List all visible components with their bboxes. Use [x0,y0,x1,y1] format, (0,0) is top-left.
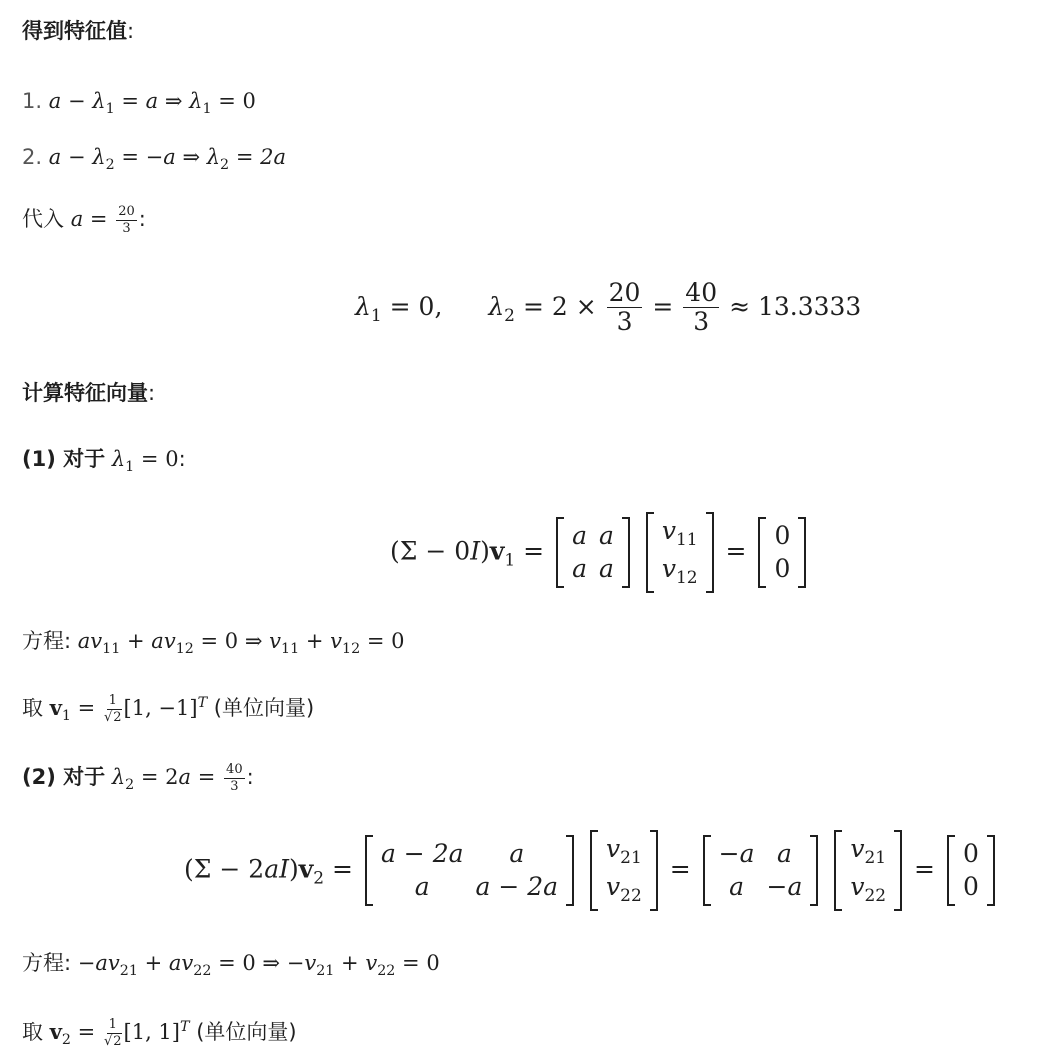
math-op: = [332,854,353,884]
equation-label: 方程: [22,951,72,975]
matrix [703,835,819,906]
take-label: 取 [22,1020,43,1044]
math-sub: 21 [316,963,335,980]
denominator: √2 [103,709,122,725]
heading-colon: : [148,381,156,405]
numerator: 40 [226,761,243,777]
numerator: 40 [685,278,718,307]
math-result: 0 [242,89,256,113]
vector-cell: $v_{22}$ [606,872,642,907]
math-lambda: λ [355,291,371,321]
matrix-cell: −a [766,872,803,902]
math-sub: 1 [504,550,516,571]
math-op: = [121,145,139,169]
fraction [116,205,137,235]
math-vector: v [489,536,505,566]
matrix-cell: a − 2a [475,872,559,902]
math-lambda: λ [206,145,221,169]
vector-cell: $v_{21}$ [850,834,887,868]
math-var: I [470,536,481,566]
equation-label: 方程: [22,629,72,653]
math-op: ⇒ [164,89,183,113]
eigenvalue-item-2 [22,142,286,180]
matrix-cell: a [414,872,430,902]
vector [834,830,902,911]
eigenvalue-item-1 [22,86,256,124]
note: (单位向量) [213,696,315,720]
math-times: 2 × [551,291,597,321]
denominator: 3 [122,220,131,236]
math-lambda: λ [111,447,126,471]
math-value: 0, [418,291,443,321]
zero-vector [947,835,995,906]
math-sub: 11 [281,641,300,658]
case-label: (1) 对于 [22,447,106,471]
math-op: = [77,1020,96,1044]
math-term: av [168,951,194,975]
math-sub: 22 [193,963,212,980]
take-label: 取 [22,696,43,720]
math-op: = 0 [402,951,440,975]
vector [590,830,658,911]
matrix [556,517,630,588]
vector-cell: $v_{21}$ [606,834,642,868]
math-op: − [67,89,86,113]
math-op: = [389,291,411,321]
note: (单位向量) [196,1020,297,1044]
math-sup: T [180,1019,190,1035]
vector-cell: 0 [962,839,979,868]
math-term: −v [286,951,317,975]
math-sub: 2 [105,157,115,174]
matrix-cell: a [572,554,587,584]
math-sub: 2 [61,1032,71,1049]
math-sub: 12 [175,641,194,658]
math-op: + [341,951,359,975]
math-lambda: λ [111,765,126,789]
eigenvalues-heading [22,16,134,46]
math-paren: ) [480,536,490,566]
math-sub: 12 [342,641,361,658]
case-1-equation [390,512,810,593]
math-var: a [48,89,62,113]
matrix-cell: a [598,521,614,550]
denominator: √2 [103,1033,122,1049]
case-1-solve [22,626,405,664]
math-op: + [144,951,163,975]
math-op: + [127,629,145,653]
item-number: 1. [22,89,43,113]
math-op: + [305,629,324,653]
math-sup: T [197,695,208,711]
vector-cell: 0 [962,872,979,902]
math-lambda: λ [189,89,203,113]
matrix-cell: a [598,554,614,584]
math-term: v [330,629,343,653]
math-op: = [197,765,216,789]
substitute-label: 代入 [22,207,64,231]
substitute-line [22,204,146,235]
math-sub: 1 [61,708,71,725]
colon: : [178,447,186,471]
math-sub: 1 [370,305,382,326]
math-value: 0 [165,447,179,471]
item-number: 2. [22,145,43,169]
math-sub: 1 [202,101,212,118]
math-op: = [77,696,96,720]
case-2-header [22,762,254,800]
math-sub: 11 [102,641,121,658]
case-label: (2) 对于 [22,765,106,789]
numerator: 20 [118,203,135,219]
matrix-cell: −a [718,839,755,868]
math-op: = [914,854,935,884]
math-var: aI [264,854,289,884]
math-var: a [70,207,84,231]
denominator: 3 [230,778,239,794]
denominator: 3 [616,307,633,337]
numerator: 20 [608,278,641,307]
math-op: = 0 [366,629,405,653]
case-2-solve [22,948,440,986]
fraction [104,694,122,724]
math-op: = [669,854,691,884]
math-term: −av [77,951,120,975]
math-sub: 1 [125,459,135,476]
math-sub: 2 [504,305,515,326]
case-2-take [22,1012,297,1055]
math-term: av [151,629,176,653]
math-op: = [522,291,544,321]
eigenvalues-display [355,280,861,336]
math-lambda: λ [488,291,505,321]
math-sub: 2 [125,777,135,794]
math-vector: v [49,695,62,720]
math-op: = [218,89,236,113]
numerator: 1 [108,692,117,708]
math-result: 2a [260,145,286,169]
math-op: = [235,145,254,169]
math-op: − [67,145,86,169]
math-vector-literal: [1, −1] [123,696,198,720]
math-op: = [523,536,545,566]
fraction [224,763,245,793]
math-term: av [77,629,103,653]
math-op: = [89,207,108,231]
math-term: v [269,629,281,653]
math-lhs: (Σ − 0 [390,536,471,566]
math-var: a [145,89,159,113]
math-var: a [48,145,62,169]
colon: : [246,765,254,789]
math-vector: v [298,854,314,884]
heading-text: 得到特征值 [22,19,127,43]
fraction [104,1018,122,1048]
eigenvectors-heading [22,378,155,408]
matrix-cell: a [776,839,792,868]
vector-cell: 0 [774,521,791,550]
math-paren: ) [288,854,299,884]
vector [646,512,714,593]
math-var: −a [145,145,176,169]
math-op: = 2 [140,765,179,789]
math-sub: 1 [105,101,115,118]
math-term: v [365,951,378,975]
math-op: = 0 ⇒ [218,951,281,975]
numerator: 1 [108,1016,117,1032]
case-2-equation [184,830,999,911]
matrix-cell: a [509,839,525,868]
math-op: = 0 ⇒ [200,629,263,653]
math-lhs: (Σ − 2 [184,854,265,884]
math-lambda: λ [92,89,106,113]
matrix-cell: a [729,872,745,902]
matrix [365,835,574,906]
heading-text: 计算特征向量 [22,381,148,405]
case-1-header [22,444,186,482]
fraction [683,280,719,336]
math-op: = [652,291,674,321]
math-sub: 2 [313,868,325,889]
math-op: = [140,447,159,471]
math-sub: 22 [377,963,396,980]
vector-cell: 0 [774,554,791,584]
matrix-cell: a [572,521,587,550]
colon: : [138,207,146,231]
sqrt-radicand: 2 [113,1033,122,1049]
math-vector: v [49,1019,62,1044]
matrix-cell: a − 2a [380,839,464,868]
math-op: = [725,536,747,566]
math-op: ⇒ [182,145,201,169]
math-sub: 2 [220,157,230,174]
math-lambda: λ [92,145,106,169]
math-sub: 21 [119,963,138,980]
case-1-take [22,688,314,731]
vector-cell: $v_{22}$ [850,872,887,907]
vector-cell: $v_{12}$ [661,554,698,589]
denominator: 3 [693,307,710,337]
vector-cell: $v_{11}$ [661,516,698,550]
zero-vector [758,517,806,588]
math-approx: ≈ 13.3333 [729,291,862,321]
heading-colon: : [127,19,135,43]
fraction [607,280,643,336]
math-var: a [178,765,192,789]
math-op: = [121,89,139,113]
math-vector-literal: [1, 1] [123,1020,180,1044]
sqrt-radicand: 2 [113,709,122,725]
